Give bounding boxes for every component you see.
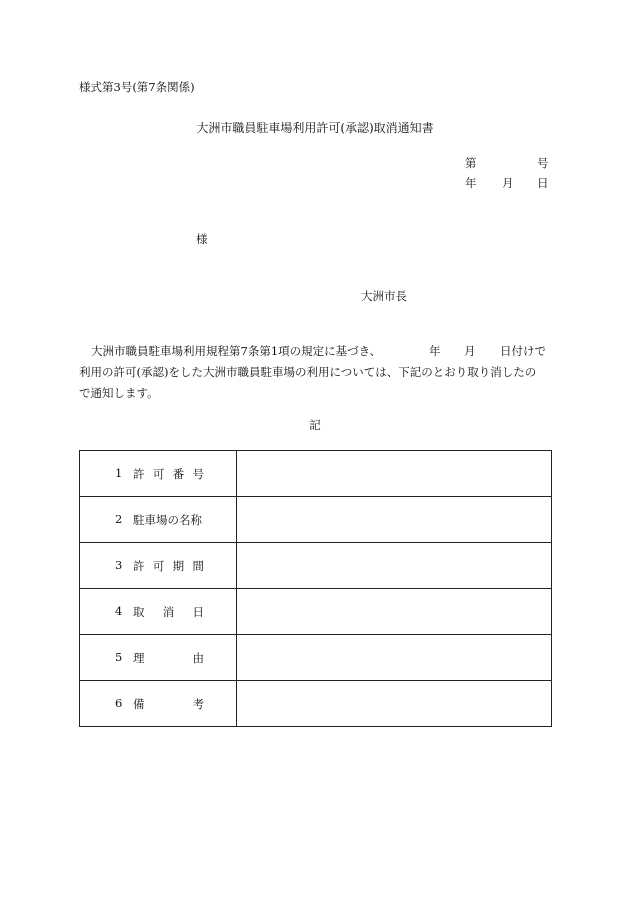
item-label <box>133 466 204 482</box>
body-line-1-year: 年 <box>429 344 441 358</box>
table-row <box>80 635 552 681</box>
table-row <box>80 681 552 727</box>
item-label-cell <box>80 635 237 681</box>
item-value-cell[interactable] <box>237 497 552 543</box>
item-number: 1 <box>115 466 123 480</box>
item-label-cell <box>80 497 237 543</box>
date-month: 月 <box>502 176 514 190</box>
item-label <box>133 558 204 574</box>
item-label-part: 号 <box>192 467 204 481</box>
body-line-1-month: 月 <box>464 344 476 358</box>
table-row <box>80 497 552 543</box>
item-label-cell <box>80 681 237 727</box>
date-day: 日 <box>537 176 549 190</box>
item-number: 3 <box>115 558 123 572</box>
item-label <box>133 604 204 620</box>
item-label-part: 番 <box>172 467 185 481</box>
item-number: 2 <box>115 512 123 526</box>
body-line-2-text: 利用の許可(承認)をした大洲市職員駐車場の利用については、下記のとおり取り消したの <box>79 365 537 379</box>
item-label-cell <box>80 451 237 497</box>
item-label <box>133 512 204 528</box>
item-value-cell[interactable] <box>237 589 552 635</box>
item-label-cell <box>80 543 237 589</box>
item-label-part: 備 <box>133 697 145 711</box>
body-line-1 <box>79 341 551 362</box>
table-row <box>80 589 552 635</box>
body-line-3 <box>79 383 551 404</box>
number-suffix: 号 <box>537 156 549 170</box>
item-label <box>133 650 204 666</box>
item-label-part: 可 <box>152 467 165 481</box>
ki-heading: 記 <box>309 418 321 432</box>
item-value-cell[interactable] <box>237 681 552 727</box>
item-number: 5 <box>115 650 123 664</box>
item-value-cell[interactable] <box>237 451 552 497</box>
table-row <box>80 543 552 589</box>
sender-name: 大洲市長 <box>361 289 407 303</box>
item-label-part: 間 <box>192 559 204 573</box>
item-number: 4 <box>115 604 123 618</box>
notice-body <box>79 341 551 404</box>
item-label-part: 許 <box>133 559 145 573</box>
item-label-part: 駐車場の名称 <box>133 513 202 527</box>
addressee-suffix: 様 <box>196 232 208 246</box>
item-number: 6 <box>115 696 123 710</box>
body-line-1-day: 日付けで <box>500 344 546 358</box>
item-label-cell <box>80 589 237 635</box>
item-label-part: 消 <box>162 605 175 619</box>
item-label-part: 可 <box>152 559 165 573</box>
item-label-part: 日 <box>192 605 204 619</box>
item-label-part: 取 <box>133 605 145 619</box>
body-line-1-text: 大洲市職員駐車場利用規程第7条第1項の規定に基づき、 <box>91 344 382 358</box>
form-number: 様式第3号(第7条関係) <box>79 80 195 94</box>
body-line-2 <box>79 362 551 383</box>
item-label-part: 由 <box>192 651 204 665</box>
number-prefix: 第 <box>465 156 477 170</box>
item-label <box>133 696 204 712</box>
item-label-part: 理 <box>133 651 145 665</box>
document-title: 大洲市職員駐車場利用許可(承認)取消通知書 <box>196 121 434 135</box>
table-row <box>80 451 552 497</box>
date-year: 年 <box>465 176 477 190</box>
item-value-cell[interactable] <box>237 635 552 681</box>
item-label-part: 考 <box>192 697 204 711</box>
body-line-3-text: で通知します。 <box>79 386 159 400</box>
item-label-part: 期 <box>172 559 185 573</box>
item-label-part: 許 <box>133 467 145 481</box>
items-table <box>79 450 552 727</box>
item-value-cell[interactable] <box>237 543 552 589</box>
